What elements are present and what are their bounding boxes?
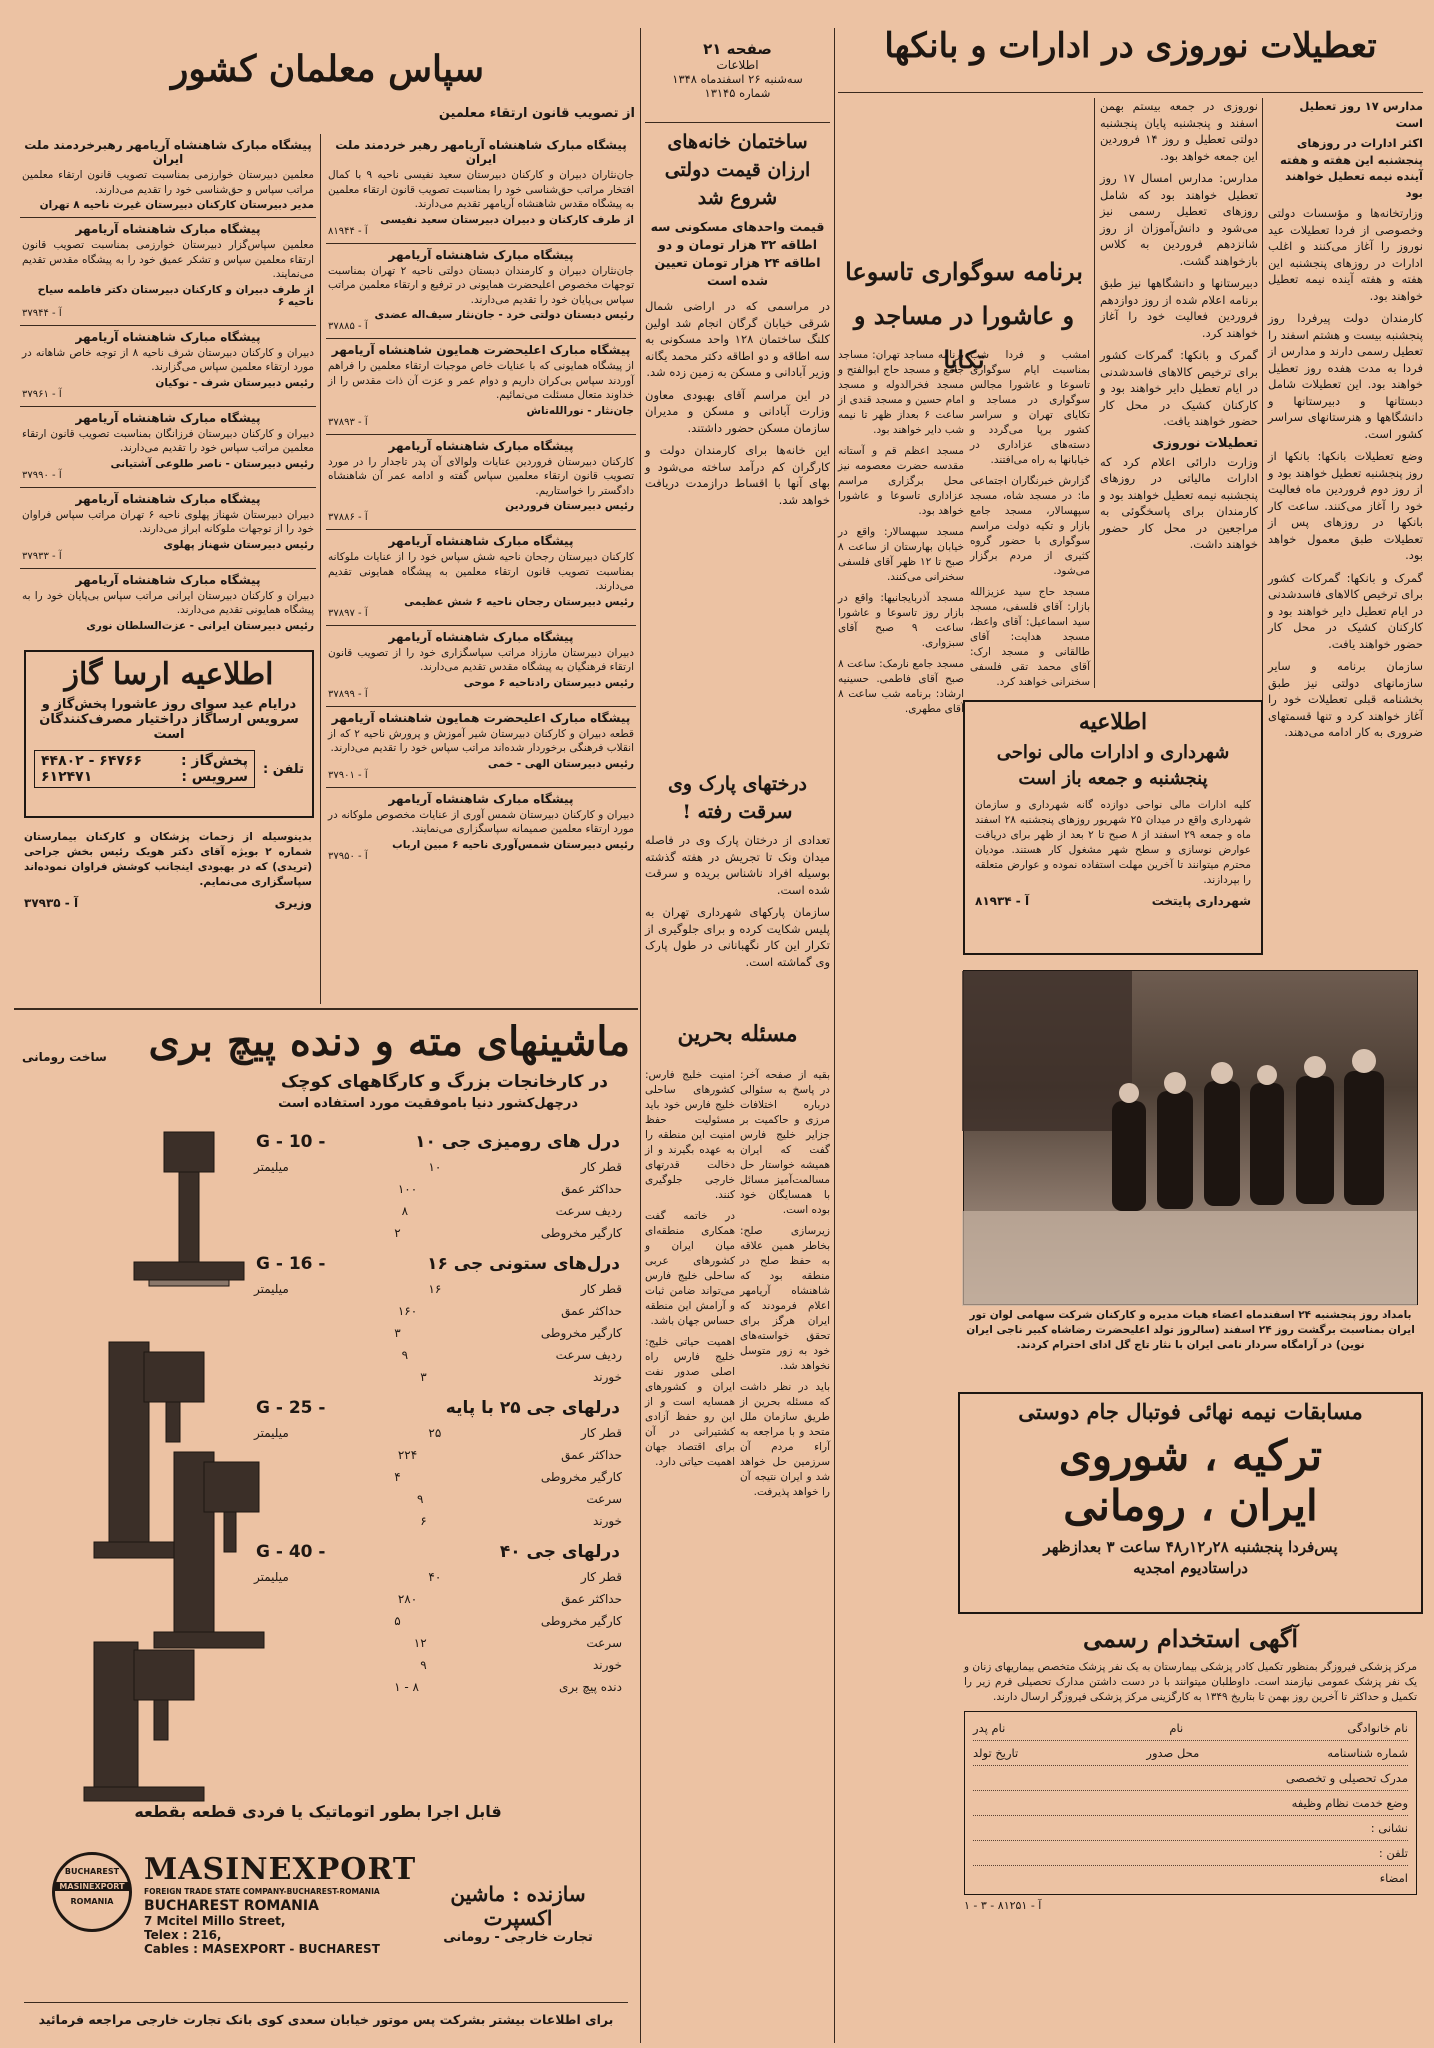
employment-ad: آگهی استخدام رسمی مرکز پزشکی فیروزگر بمنظور تکمیل کادر پزشکی بیمارستان به یک نفر پزشک متخصص بیماریهای زنان و یک نفر پزشک عمومی نیازمند است. داوطلبان میتوانند با در دست داشتن مدارک تحصیلی فرم زیر را تکمیل و حداکثر تا آخرین روز بهمن تا بتاریخ ۱۳۴۹ به کارگزینی مرکز پزشکی فیروزگر ارسال دارند. نام خانوادگی نام نام پدر شماره شناسنامه محل صدور تاریخ تولد مدرک تحصیلی و تخصصی وضع خدمت نظام وظیفه نشانی : تلفن : امضاء آ - ۸۱۲۵۱ - ۳ - ۱ xyxy=(964,1624,1417,1913)
holidays-column-mid: نوروزی در جمعه بیستم بهمن اسفند و پنجشنبه پایان پنجشنبه دولتی تعطیل و روز ۱۴ فروردین این جمعه خواهد بود. مدارس: مدارس امسال ۱۷ روز تعطیل خواهند بود که شامل روزهای تعطیل رسمی نیز می‌شود و دانش‌آموزان از روز شانزدهم فروردین به کلاس بازخواهند گشت. دبیرستانها و دانشگاهها نیز طبق برنامه اعلام شده از روز دوازدهم فروردین فعالیت خود را آغاز خواهند کرد. گمرک و بانکها: گمرکات کشور برای ترخیص کالاهای فاسدشدنی در ایام تعطیل دایر خواهند بود و کارکنان کشیک در محل کار حضور خواهند یافت. تعطیلات نوروزی وزارت دارائی اعلام کرد که ادارات مالیاتی در روزهای پنجشنبه نیمه تعطیل خواهند بود و کارمندان برای پاسخگوئی به مراجعین در محل کار حضور خواهند داشت. xyxy=(1100,99,1258,551)
thanks-notice: پیشگاه مبارک شاهنشاه آریامهر دبیران دبیرستان مارزاد مراتب سپاسگزاری خود را از تصویب قانون ارتقاء فرهنگیان به پیشگاه مقدس تقدیم می‌دارند. رئیس دبیرستان رادناحیه ۶ موحی آ - ۳۷۸۹۹ xyxy=(326,626,636,707)
thanks-notice: پیشگاه مبارک اعلیحضرت همایون شاهنشاه آریامهر از پیشگاه همایونی که با عنایات خاص موجبات ارتقاء معلمین را فراهم آوردند سپاس بی‌کران داریم و دوام عمر و عزت آن ذات مقدس را از خداوند متعال مسئلت می‌نمائیم. جان‌نثار - نورالله‌تاش آ - ۳۷۸۹۳ xyxy=(326,339,636,435)
holidays-headline: تعطیلات نوروزی در ادارات و بانکها xyxy=(884,26,1377,66)
municipality-notice: اطلاعیه شهرداری و ادارات مالی نواحی پنجشنبه و جمعه باز است کلیه ادارات مالی نواحی دوازده گانه شهرداری و سازمان شهرداری واقع در میدان ۲۵ شهریور روزهای پنجشنبه ۲۸ اسفند ماه و جمعه ۲۹ اسفند از ۸ صبح تا ۲ بعد از ظهر برای دریافت عوارض نوسازی و سطح شهر مشغول کار هستند. مودیان محترم میتوانند تا آخرین مهلت استفاده نموده و عوارض متعلقه را بپردازند. شهرداری پایتخت آ - ۸۱۹۳۴ xyxy=(963,700,1263,955)
bahrain-headline: مسئله بحرین xyxy=(677,1021,798,1047)
thanks-notice: پیشگاه مبارک شاهنشاه آریامهر دبیران و کارکنان دبیرستان ایرانی مراتب سپاس بی‌پایان خود را به پیشگاه همایونی تقدیم می‌دارند. رئیس دبیرستان ایرانی - عزت‌السلطان نوری xyxy=(22,572,314,632)
holidays-bullet: مدارس ۱۷ روز تعطیل است xyxy=(1299,99,1423,130)
masinexport-fa: سازنده : ماشین اکسپرت تجارت خارجی - رومانی xyxy=(443,1882,593,1945)
machine-specs: درل های رومیزی جی ۱۰ G - 10 - قطر کار ۱۰ میلیمتر حداکثر عمق ۱۰۰ ردیف سرعت ۸ کارگیر مخروطی ۲ درل‌های ستونی جی ۱۶ G - 16 - قطر کار ۱۶ میلیمتر حداکثر عمق ۱۶۰ کارگیر مخروطی ۳ ردیف سرعت ۹ خورند ۳ درلهای جی ۲۵ با پایه G - 25 - قطر کار ۲۵ میلیمتر حداکثر عمق ۲۲۴ کارگیر مخروطی ۴ سرعت ۹ خورند ۶ درلهای جی ۴۰ G - 40 - قطر کار ۴۰ میلیمتر حداکثر عمق ۲۸۰ کارگیر مخروطی ۵ سرعت ۱۲ خورند ۹ دنده پیچ بری ۸ - ۱ xyxy=(254,1132,622,1694)
hospital-thanks: بدینوسیله از زحمات پزشکان و کارکنان بیمارستان شماره ۲ بویژه آقای دکتر هویک رئیس بخش جراحی (تریدی) که در بهبودی اینجانب کوشش فراوان نموده‌اند سپاسگزاری می‌نمایم. وزیری آ - ۳۷۹۳۵ xyxy=(24,831,312,910)
thanks-notice: پیشگاه مبارک شاهنشاه آریامهر دبیران دبیرستان شهناز پهلوی ناحیه ۶ تهران مراتب سپاس فراوان خود را از توجهات ملوکانه ابراز می‌دارند. رئیس دبیرستان شهناز پهلوی آ - ۳۷۹۳۳ xyxy=(20,488,316,569)
teachers-headline: سپاس معلمان کشور xyxy=(170,48,485,90)
thanks-notice: پیشگاه مبارک شاهنشاه آریامهر دبیران و کارکنان دبیرستان فرزانگان بمناسبت تصویب قانون ارتقاء معلمین مراتب سپاس خود را تقدیم می‌دارند. رئیس دبیرستان - ناصر طلوعی آشتیانی آ - ۳۷۹۹۰ xyxy=(20,407,316,488)
gas-phone-label: تلفن : xyxy=(263,761,304,777)
football-ad: مسابقات نیمه نهائی فوتبال جام دوستی ترکیه ، شوروی ایران ، رومانی پس‌فردا پنجشنبه ۲۸ر۱۲ر۴۸ ساعت ۳ بعدازظهر دراستادیوم امجدیه xyxy=(958,1392,1423,1614)
employment-code: آ - ۸۱۲۵۱ - ۳ - ۱ xyxy=(964,1899,1042,1913)
thanks-notice: پیشگاه مبارک شاهنشاه آریامهر دبیران و کارکنان دبیرستان شمس آوری از عنایات مخصوص ملوکانه در مورد ارتقاء معلمین صمیمانه سپاسگزاری می‌نمایند. رئیس دبیرستان شمس‌آوری ناحیه ۶ مبین ارباب آ - ۳۷۹۵۰ xyxy=(328,791,634,862)
masinexport-address: MASINEXPORT FOREIGN TRADE STATE COMPANY-BUCHAREST-ROMANIA BUCHAREST ROMANIA 7 Mcitel Millo Street, Telex : 216, Cables : MASEXPORT - BUCHAREST xyxy=(144,1852,417,1956)
bahrain-column-b: امنیت خلیج فارس: کشورهای ساحلی خلیج فارس خود باید مسئولیت حفظ امنیت این منطقه را به عهده بگیرند و از دخالت قدرتهای خارجی جلوگیری کنند. در خاتمه گفت همکاری منطقه‌ای میان ایران و کشورهای عربی ساحلی خلیج فارس می‌تواند ضامن ثبات و آرامش این منطقه حساس جهان باشد. اهمیت حیاتی خلیج: خلیج فارس راه اصلی صدور نفت ایران و کشورهای همسایه است و از این رو حفظ آزادی کشتیرانی در آن برای اقتصاد جهان اهمیت حیاتی دارد. xyxy=(645,1069,735,1468)
service-phone: ۶۱۲۴۷۱ xyxy=(41,769,93,785)
teachers-notices-left xyxy=(20,134,316,644)
ceremony-photo xyxy=(963,970,1418,1305)
mourning-headline: برنامه سوگواری تاسوعا و عاشورا در مساجد و تکایا xyxy=(845,257,1083,374)
municipality-code: آ - ۸۱۹۳۴ xyxy=(975,894,1030,909)
mourning-column-a: امشب و فردا شب بمناسبت ایام سوگواری تاسوعا و عاشورا مجالس سوگواری در مساجد و تکایای تهران و سراسر کشور برپا می‌گردد و دسته‌های عزاداری در خیابانها به راه می‌افتند. گزارش خبرنگاران اجتماعی ما: در مسجد شاه، مسجد سپهسالار، مسجد جامع بازار و تکیه دولت مراسم سوگواری با حضور گروه کثیری از مردم برگزار می‌شود. مسجد حاج سید عزیزالله بازار: آقای فلسفی، مسجد سید اسماعیل: آقای واعظ، مسجد هدایت: آقای طالقانی و مسجد ارک: آقای محمد تقی فلسفی سخنرانی خواهند کرد. xyxy=(970,349,1090,688)
thanks-notice: پیشگاه مبارک شاهنشاه آریامهر معلمین سپاس‌گزار دبیرستان خوارزمی بمناسبت تصویب قانون ارتقاء معلمین سپاس و تشکر عمیق خود را به پیشگاه مقدس تقدیم می‌نمایند. از طرف دبیران و کارکنان دبیرستان دکتر فاطمه سیاح ناحیه ۶ آ - ۳۷۹۴۴ xyxy=(20,218,316,326)
trees-article: درختهای پارک وی سرقت رفته ! تعدادی از درختان پارک وی در فاصله میدان ونک تا تجریش در هفته گذشته بوسیله افراد ناشناس بریده و سرقت شده است. سازمان پارکهای شهرداری تهران به پلیس شکایت کرده و برای جلوگیری از تکرار این کار نگهبانانی در طول پارک وی گماشته است. xyxy=(645,773,830,969)
municipality-sign: شهرداری پایتخت xyxy=(1151,894,1251,909)
thanks-notice: پیشگاه مبارک شاهنشاه آریامهر رهبر خردمند ملت ایران جان‌نثاران دبیران و کارکنان دبیرستان سعید نفیسی ناحیه ۹ با کمال افتخار مراتب حق‌شناسی خود را بمناسبت تصویب قانون ارتقاء معلمین به پیشگاه مقدس شاهنشاه آریامهر تقدیم می‌دارند. از طرف کارکنان و دبیران دبیرستان سعید نفیسی آ - ۸۱۹۴۴ xyxy=(326,134,636,244)
holidays-bullet: اکثر ادارات در روزهای پنجشنبه این هفته و هفته آینده نیمه تعطیل خواهند بود xyxy=(1280,136,1423,200)
thanks-notice: پیشگاه مبارک شاهنشاه آریامهر کارکنان دبیرستان فروردین عنایات ولوالای آن پدر تاجدار را در مورد تصویب قانون ارتقاء معلمین سپاس گفته و ادامه عمر آن شاهنشاه دادگستر را خواستاریم. رئیس دبیرستان فروردین آ - ۳۷۸۸۶ xyxy=(326,435,636,531)
teachers-subhead: از تصویب قانون ارتقاء معلمین xyxy=(438,106,635,121)
thanks-notice: پیشگاه مبارک شاهنشاه آریامهر جان‌نثاران دبیران و کارمندان دبستان دولتی ناحیه ۲ تهران بمناسبت توجهات مخصوص اعلیحضرت همایونی در ترفیع و ارتقاء معلمین مراتب سپاس بی‌پایان خود را تقدیم می‌دارند. رئیس دبستان دولتی خرد - جان‌نثار سیف‌اله عضدی آ - ۳۷۸۸۵ xyxy=(326,244,636,340)
gas-ad: اطلاعیه ارسا گاز درایام عید سوای روز عاشورا پخش‌گاز و سرویس ارساگاز دراختیار مصرف‌کنندگان است تلفن : پخش‌گاز : ۶۴۷۶۶ - ۴۴۸۰۲ سرویس : ۶۱۲۴۷۱ xyxy=(24,650,314,818)
bahrain-column-a: بقیه از صفحه آخر: در پاسخ به سئوالی درباره اختلافات مرزی و حاکمیت بر جزایر خلیج فارس گفت که ایران همیشه خواستار حل مسالمت‌آمیز مسائل با همسایگان خود بوده است. زیرسازی صلح: بخاطر همین علاقه به حفظ صلح در منطقه بود که شاهنشاه آریامهر اعلام فرمودند که ایران هرگز برای تحقق خواسته‌های خود به زور متوسل نخواهد شد. باید در نظر داشت که مسئله بحرین از طریق سازمان ملل متحد و با مراجعه به آراء مردم آن سرزمین حل خواهد شد و ایران نتیجه آن را خواهد پذیرفت. xyxy=(740,1069,830,1498)
gas-phone: ۶۴۷۶۶ - ۴۴۸۰۲ xyxy=(41,753,143,769)
mourning-column-b: برنامه مساجد تهران: مساجد جامع و مسجد حاج ابوالفتح و مسجد فخرالدوله و مسجد امام حسین و مسجد قندی از ساعت ۶ بعداز ظهر تا نیمه شب دایر خواهند بود. مسجد اعظم قم و آستانه مقدسه حضرت معصومه نیز محل برگزاری مراسم عزاداری تاسوعا و عاشورا خواهد بود. مسجد سپهسالار: واقع در خیابان بهارستان از ساعت ۸ صبح تا ۱۲ ظهر آقای فلسفی سخنرانی می‌کنند. مسجد آذربایجانیها: واقع در بازار روز تاسوعا و عاشورا ساعت ۹ صبح آقای سبزواری. مسجد جامع نارمک: ساعت ۸ صبح آقای فاطمی. حسینیه ارشاد: برنامه شب ساعت ۸ آقای مطهری. xyxy=(838,349,964,715)
housing-article: ساختمان خانه‌های ارزان قیمت دولتی شروع شد قیمت واحدهای مسکونی سه اطاقه ۳۲ هزار تومان و دو اطاقه ۲۴ هزار تومان تعیین شده است در مراسمی که در اراضی شمال شرقی خیابان گرگان انجام شد اولین کلنگ ساختمان ۱۲۸ واحد مسکونی به سه اطاقه و دو اطاقه دکتر محمد یگانه وزیر آبادانی و مسکن به زمین زده شد. در این مراسم آقای بهبودی معاون وزارت آبادانی و مسکن و مدیران سازمان مسکن حضور داشتند. این خانه‌ها برای کارمندان دولت و کارگران کم درآمد ساخته می‌شود و بهای آنها با اقساط درازمدت دریافت خواهد شد. xyxy=(645,131,830,507)
photo-caption: بامداد روز پنجشنبه ۲۴ اسفندماه اعضاء هیات مدیره و کارکنان شرکت سهامی لوان تور ایران بمناسبت برگشت روز ۲۴ اسفند (سالروز تولد اعلیحضرت رضاشاه کبیر ناجی ایران نوین) در آرامگاه سردار نامی ایران با نثار تاج گل ادای احترام کردند. xyxy=(966,1309,1415,1351)
drill-machine-illustrations xyxy=(74,1122,274,1802)
employment-form: نام خانوادگی نام نام پدر شماره شناسنامه محل صدور تاریخ تولد مدرک تحصیلی و تخصصی وضع خدمت نظام وظیفه نشانی : تلفن : امضاء xyxy=(964,1711,1417,1895)
ceremony-photo-figures xyxy=(962,971,1417,1306)
thanks-notice: پیشگاه مبارک اعلیحضرت همایون شاهنشاه آریامهر قطعه دبیران و کارکنان دبیرستان شیر آموزش و پرورش ناحیه ۲ که از انقلاب فرهنگی برخوردار شده‌اند مراتب سپاس خود را تقدیم می‌دارند. رئیس دبیرستان الهی - خمی آ - ۳۷۹۰۱ xyxy=(326,707,636,788)
holidays-column-right: مدارس ۱۷ روز تعطیل است اکثر ادارات در روزهای پنجشنبه این هفته و هفته آینده نیمه تعطیل خواهند بود وزارتخانه‌ها و مؤسسات دولتی وخصوصی از فردا تعطیلات عید نوروز را آغاز می‌کنند و اغلب ادارات در روزهای پنجشنبه این هفته و هفته آینده نیمه تعطیل خواهند بود. کارمندان دولت پیرفردا روز پنجشنبه بیست و هشتم اسفند را تعطیل رسمی دارند و مدارس از فردا به مدت هفده روز تعطیل خواهند بود. این تعطیلات شامل دبستانها و دبیرستانها و دانشگاهها و هنرستانهای سراسر کشور است. وضع تعطیلات بانکها: بانکها از روز پنجشنبه تعطیل خواهند بود و از روز دوم فروردین ماه فعالیت خود را آغاز می‌کنند. ساعت کار بانکها در روزهای پس از تعطیلات طبق معمول خواهد بود. گمرک و بانکها: گمرکات کشور برای ترخیص کالاهای فاسدشدنی در ایام تعطیل دایر خواهند بود و کارکنان کشیک در محل کار حضور خواهند یافت. سازمان برنامه و سایر سازمانهای دولتی نیز طبق بخشنامه قبلی تعطیلات خود را آغاز خواهند کرد و تنها قسمتهای ضروری به کار ادامه می‌دهند. xyxy=(1268,99,1423,739)
teachers-notices-right xyxy=(326,134,636,1004)
masinexport-logo: BUCHAREST MASINEXPORT ROMANIA xyxy=(52,1852,132,1932)
thanks-notice: پیشگاه مبارک شاهنشاه آریامهر کارکنان دبیرستان رجحان ناحیه شش سپاس خود را از عنایات ملوکانه بمناسبت تصویب قانون ارتقاء معلمین به پیشگاه همایونی تقدیم می‌دارند. رئیس دبیرستان رجحان ناحیه ۶ شش عظیمی آ - ۳۷۸۹۷ xyxy=(326,530,636,626)
drill-machine-g10 xyxy=(134,1132,244,1286)
thanks-notice: پیشگاه مبارک شاهنشاه آریامهر دبیران و کارکنان دبیرستان شرف ناحیه ۸ از توجه خاص شاهانه در مورد ارتقاء معلمین سپاس می‌گزارند. رئیس دبیرستان شرف - نوکیان آ - ۳۷۹۶۱ xyxy=(20,326,316,407)
drill-machine-g40 xyxy=(84,1642,204,1801)
machine-ad: ماشینهای مته و دنده پیچ بری ساخت رومانی در کارخانجات بزرگ و کارگاههای کوچک درچهل‌کشور دنیا باموفقیت مورد استفاده است درل های رومیزی جی ۱۰ G - 10 - قطر کار ۱۰ میلیمتر حداکثر عمق ۱۰۰ ردیف سرعت ۸ کارگیر مخروطی ۲ درل‌های ستونی جی ۱۶ G - 16 - قطر کار ۱۶ میلیمتر حداکثر عمق ۱۶۰ کارگیر مخروطی ۳ ردیف سرعت ۹ خورند ۳ درلهای جی ۲۵ با پایه G - 25 - قطر کار ۲۵ میلیمتر حداکثر عمق ۲۲۴ کارگیر مخروطی ۴ سرعت ۹ خورند ۶ درلهای جی ۴۰ G - 40 - قطر کار ۴۰ میلیمتر حداکثر عمق ۲۸۰ کارگیر مخروطی ۵ سرعت ۱۲ خورند ۹ دنده پیچ بری ۸ - ۱ قابل اجرا بطور اتوماتیک یا فردی قطعه بقطعه BUCHAREST MASINEXPORT ROMANIA MASINEXPORT FOREIGN TRADE STATE COMPANY-BUCHAREST-ROMANIA BUCHAREST ROMANIA 7 Mcitel Millo Street, Telex : 216, Cables : MASEXPORT - BUCHAREST سازنده : ماشین اکسپرت تجارت خارجی - رومانی برای اطلاعات بیشتر بشرکت پس موتور خیابان سعدی کوی بانک تجارت خارجی مراجعه فرمائید xyxy=(22,1018,630,2027)
masthead: صفحه ۲۱ اطلاعات سه‌شنبه ۲۶ اسفندماه ۱۳۴۸ شماره ۱۳۱۴۵ xyxy=(672,40,803,100)
holidays-subhead: تعطیلات نوروزی xyxy=(1152,435,1258,451)
thanks-notice: پیشگاه مبارک شاهنشاه آریامهر رهبرخردمند ملت ایران معلمین دبیرستان خوارزمی بمناسبت تصویب قانون ارتقاء معلمین مراتب سپاس و حق‌شناسی خود را تقدیم می‌دارند. مدیر دبیرستان کارکنان دبیرستان غیرت ناحیه ۸ تهران xyxy=(20,134,316,218)
